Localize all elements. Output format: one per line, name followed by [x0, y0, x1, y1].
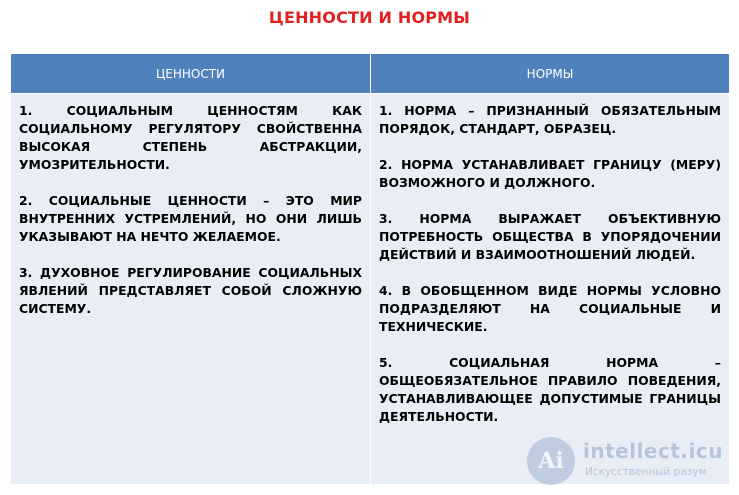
norms-cell: [371, 94, 730, 485]
values-item-2: 2. СОЦИАЛЬНЫЕ ЦЕННОСТИ – ЭТО МИР ВНУТРЕННИХ УСТРЕМЛЕНИЙ, НО ОНИ ЛИШЬ УКАЗЫВАЮТ НА НЕЧТО ЖЕЛАЕМОЕ.: [19, 193, 362, 244]
values-norms-table: [10, 53, 730, 485]
watermark-logo[interactable]: [527, 435, 737, 487]
table-header-row: [11, 54, 730, 94]
norms-item-2: 2. НОРМА УСТАНАВЛИВАЕТ ГРАНИЦУ (МЕРУ) ВОЗМОЖНОГО И ДОЛЖНОГО.: [379, 157, 721, 190]
page-title: ЦЕННОСТИ И НОРМЫ: [268, 8, 471, 27]
norms-item-1: 1. НОРМА – ПРИЗНАННЫЙ ОБЯЗАТЕЛЬНЫМ ПОРЯДОК, СТАНДАРТ, ОБРАЗЕЦ.: [379, 103, 721, 136]
norms-item-3: 3. НОРМА ВЫРАЖАЕТ ОБЪЕКТИВНУЮ ПОТРЕБНОСТЬ ОБЩЕСТВА В УПОРЯДОЧЕНИИ ДЕЙСТВИЙ И ВЗАИМООТНОШЕНИЙ ЛЮДЕЙ.: [379, 211, 721, 262]
norms-item-5: 5. СОЦИАЛЬНАЯ НОРМА – ОБЩЕОБЯЗАТЕЛЬНОЕ ПРАВИЛО ПОВЕДЕНИЯ, УСТАНАВЛИВАЮЩЕЕ ДОПУСТИМЫЕ ГРАНИЦЫ ДЕЯТЕЛЬНОСТИ.: [379, 355, 721, 424]
watermark-site-name: intellect.icu: [583, 439, 723, 463]
values-cell: [11, 94, 371, 485]
watermark-logo-icon: Ai: [527, 437, 575, 485]
comparison-table: [10, 53, 730, 485]
norms-item-4: 4. В ОБОБЩЕННОМ ВИДЕ НОРМЫ УСЛОВНО ПОДРАЗДЕЛЯЮТ НА СОЦИАЛЬНЫЕ И ТЕХНИЧЕСКИЕ.: [379, 283, 721, 334]
values-item-3: 3. ДУХОВНОЕ РЕГУЛИРОВАНИЕ СОЦИАЛЬНЫХ ЯВЛЕНИЙ ПРЕДСТАВЛЯЕТ СОБОЙ СЛОЖНУЮ СИСТЕМУ.: [19, 265, 362, 316]
watermark-tagline: Искусственный разум: [585, 466, 707, 478]
table-row: [11, 94, 730, 485]
values-item-1: 1. СОЦИАЛЬНЫМ ЦЕННОСТЯМ КАК СОЦИАЛЬНОМУ РЕГУЛЯТОРУ СВОЙСТВЕННА ВЫСОКАЯ СТЕПЕНЬ АБСТРАКЦИИ, УМОЗРИТЕЛЬНОСТИ.: [19, 103, 362, 172]
header-values: ЦЕННОСТИ: [11, 54, 371, 94]
header-norms: НОРМЫ: [371, 54, 730, 94]
